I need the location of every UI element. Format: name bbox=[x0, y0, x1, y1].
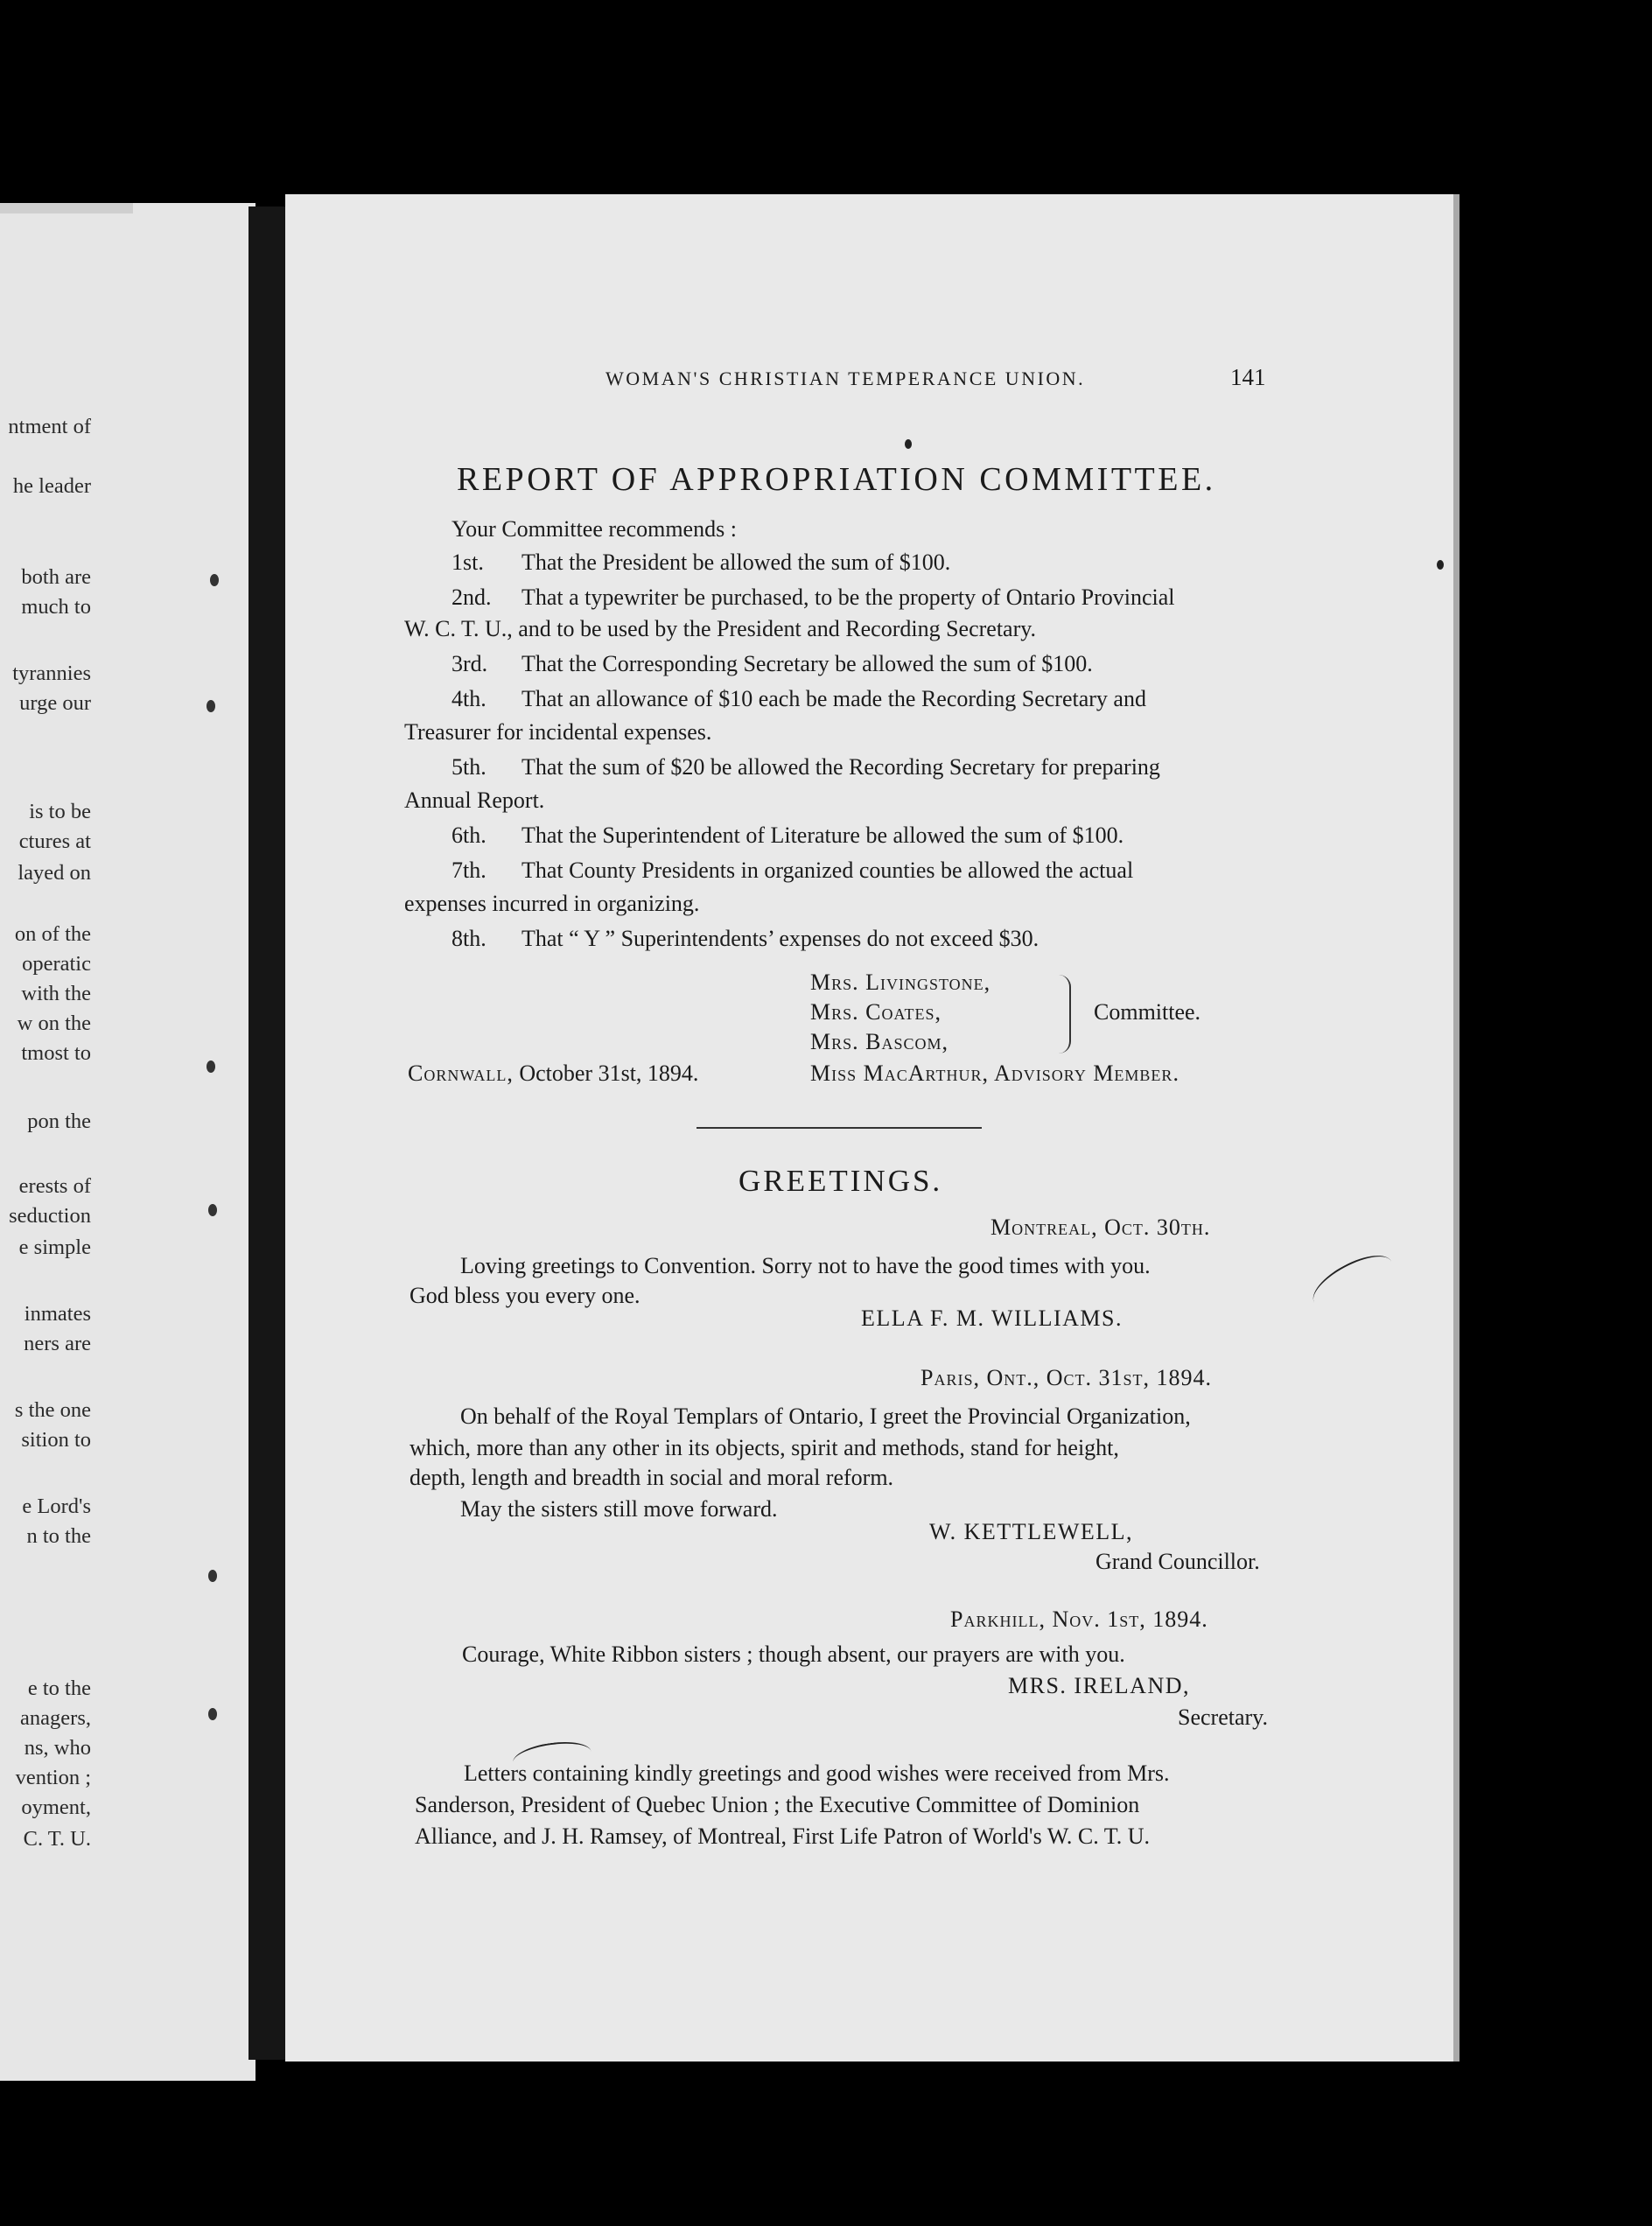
list-item-continued: W. C. T. U., and to be used by the President and Recording Secretary. bbox=[404, 616, 1037, 641]
left-fragment: C. T. U. bbox=[23, 1827, 91, 1851]
previous-page bbox=[0, 203, 256, 2081]
report-dateline: Cornwall, October 31st, 1894. bbox=[408, 1060, 699, 1086]
running-header: WOMAN'S CHRISTIAN TEMPERANCE UNION. bbox=[606, 368, 1086, 389]
ink-mark bbox=[208, 1570, 217, 1582]
book-gutter bbox=[248, 206, 285, 2060]
letter-body: Courage, White Ribbon sisters ; though absent, our prayers are with you. bbox=[462, 1642, 1125, 1667]
list-item: 6th. That the Superintendent of Literature be allowed the sum of $100. bbox=[452, 822, 1124, 848]
letter-body: May the sisters still move forward. bbox=[460, 1496, 778, 1522]
list-item-continued: expenses incurred in organizing. bbox=[404, 891, 700, 916]
ink-mark bbox=[208, 1708, 217, 1720]
ink-mark bbox=[206, 700, 215, 712]
left-fragment: pon the bbox=[27, 1110, 91, 1133]
left-fragment: both are bbox=[21, 565, 91, 589]
left-fragment: tyrannies bbox=[12, 662, 91, 685]
letter-body: which, more than any other in its objects, spirit and methods, stand for height, bbox=[410, 1435, 1119, 1460]
committee-member: Mrs. Livingstone, bbox=[810, 970, 991, 995]
letter-body: depth, length and breadth in social and moral reform. bbox=[410, 1465, 894, 1490]
closing-paragraph: Alliance, and J. H. Ramsey, of Montreal, First Life Patron of World's W. C. T. U. bbox=[415, 1824, 1151, 1849]
committee-label: Committee. bbox=[1094, 999, 1201, 1025]
pen-mark bbox=[1306, 1245, 1400, 1319]
list-item: 8th. That “ Y ” Superintendents’ expenses do not exceed $30. bbox=[452, 926, 1040, 951]
left-fragment: on of the bbox=[14, 922, 91, 946]
list-item-continued: Annual Report. bbox=[404, 788, 545, 813]
ink-mark bbox=[210, 574, 219, 586]
closing-paragraph: Letters containing kindly greetings and good wishes were received from Mrs. bbox=[464, 1760, 1170, 1786]
left-fragment: n to the bbox=[26, 1524, 91, 1548]
left-fragment: urge our bbox=[19, 691, 91, 715]
left-fragment: much to bbox=[21, 595, 91, 619]
ink-speck bbox=[905, 439, 912, 449]
left-fragment: inmates bbox=[24, 1302, 91, 1326]
left-fragment: seduction bbox=[9, 1204, 91, 1228]
list-item: 4th. That an allowance of $10 each be made the Recording Secretary and bbox=[452, 686, 1146, 711]
report-title: REPORT OF APPROPRIATION COMMITTEE. bbox=[457, 461, 1216, 498]
closing-paragraph: Sanderson, President of Quebec Union ; the Executive Committee of Dominion bbox=[415, 1792, 1140, 1817]
letter-body: On behalf of the Royal Templars of Ontario, I greet the Provincial Organization, bbox=[460, 1404, 1191, 1429]
list-item-continued: Treasurer for incidental expenses. bbox=[404, 719, 712, 745]
ink-mark bbox=[208, 1204, 217, 1216]
letter-body: Loving greetings to Convention. Sorry not to have the good times with you. bbox=[460, 1253, 1151, 1278]
letter-dateline: Montreal, Oct. 30th. bbox=[990, 1214, 1211, 1240]
left-fragment: e Lord's bbox=[22, 1494, 91, 1518]
letter-dateline: Paris, Ont., Oct. 31st, 1894. bbox=[920, 1365, 1213, 1390]
ink-mark bbox=[206, 1060, 215, 1073]
letter-body: God bless you every one. bbox=[410, 1283, 640, 1308]
left-fragment: layed on bbox=[18, 861, 91, 885]
section-divider bbox=[696, 1127, 982, 1129]
report-intro: Your Committee recommends : bbox=[452, 516, 737, 542]
brace bbox=[1055, 975, 1071, 1054]
left-fragment: vention ; bbox=[15, 1766, 91, 1789]
letter-dateline: Parkhill, Nov. 1st, 1894. bbox=[950, 1606, 1208, 1632]
left-fragment: erests of bbox=[18, 1174, 91, 1198]
left-fragment: e to the bbox=[27, 1676, 91, 1700]
page-tab bbox=[0, 203, 133, 214]
list-item: 2nd. That a typewriter be purchased, to be the property of Ontario Provincial bbox=[452, 584, 1175, 610]
left-fragment: anagers, bbox=[20, 1706, 91, 1730]
advisory-member: Miss MacArthur, Advisory Member. bbox=[810, 1060, 1180, 1086]
left-fragment: ntment of bbox=[8, 415, 91, 438]
left-fragment: s the one bbox=[14, 1398, 91, 1422]
letter-signature: W. KETTLEWELL, bbox=[929, 1519, 1134, 1544]
left-fragment: tmost to bbox=[21, 1041, 91, 1065]
letter-role: Secretary. bbox=[1178, 1704, 1268, 1730]
left-fragment: sition to bbox=[21, 1428, 91, 1452]
left-fragment: oyment, bbox=[21, 1796, 91, 1819]
letter-signature: MRS. IRELAND, bbox=[1008, 1673, 1191, 1698]
ink-speck bbox=[1437, 560, 1444, 570]
left-fragment: is to be bbox=[29, 800, 91, 823]
left-fragment: ns, who bbox=[24, 1736, 91, 1760]
page-number: 141 bbox=[1230, 364, 1266, 390]
page-141 bbox=[285, 194, 1453, 2062]
list-item: 1st. That the President be allowed the sum of $100. bbox=[452, 550, 951, 575]
left-fragment: w on the bbox=[17, 1012, 91, 1035]
left-fragment: with the bbox=[21, 982, 91, 1005]
left-fragment: ners are bbox=[24, 1332, 91, 1355]
committee-member: Mrs. Coates, bbox=[810, 999, 942, 1025]
committee-member: Mrs. Bascom, bbox=[810, 1029, 948, 1054]
left-fragment: he leader bbox=[12, 474, 91, 498]
left-fragment: e simple bbox=[18, 1236, 91, 1259]
list-item: 5th. That the sum of $20 be allowed the Recording Secretary for preparing bbox=[452, 754, 1160, 780]
letter-signature: ELLA F. M. WILLIAMS. bbox=[861, 1306, 1123, 1331]
letter-role: Grand Councillor. bbox=[1096, 1549, 1260, 1574]
greetings-title: GREETINGS. bbox=[738, 1164, 943, 1198]
left-fragment: operatic bbox=[22, 952, 91, 976]
left-fragment: ctures at bbox=[18, 830, 91, 853]
list-item: 7th. That County Presidents in organized counties be allowed the actual bbox=[452, 858, 1134, 883]
list-item: 3rd. That the Corresponding Secretary be allowed the sum of $100. bbox=[452, 651, 1093, 676]
